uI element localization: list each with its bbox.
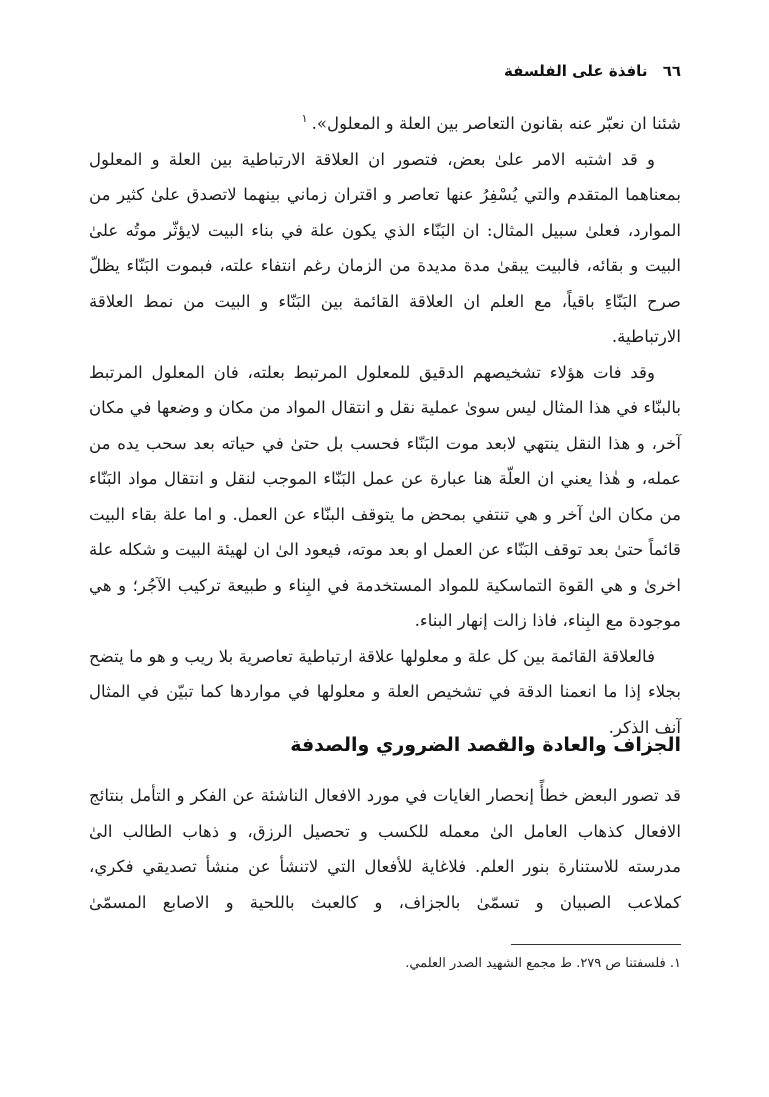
book-title: نافذة على الفلسفة — [504, 62, 648, 80]
paragraph: قد تصور البعض خطأً إنحصار الغايات في مورد الافعال الناشئة عن الفكر و التأمل بنتائج الافعال كذهاب العامل الىٰ معمله للكسب و تحصيل الرزق، و ذهاب الطالب الىٰ مدرسته للاستنارة بنور العلم. فلاغاية للأفعال التي لاتنشأ عن منشأ تصديقي فكري، كملاعب الصبيان و تسمّىٰ بالجزاف، و كالعبث باللحية و الاصابع المسمّىٰ — [89, 786, 681, 912]
footnote-divider — [511, 944, 681, 945]
section-text — [89, 778, 681, 920]
main-text — [89, 106, 681, 745]
running-header — [504, 62, 681, 80]
paragraph-text: شئنا ان نعبّر عنه بقانون التعاصر بين العلة و المعلول». — [311, 114, 681, 133]
paragraph: و قد اشتبه الامر علىٰ بعض، فتصور ان العلاقة الارتباطية بين العلة و المعلول بمعناهما المتقدم والتي يُسْفِرُ عنها تعاصر و اقتران زماني بينهما لاتصدق علىٰ كثير من الموارد، فعلىٰ سبيل المثال: ان البَنّاء الذي يكون علة في بناء البيت لايؤثّر موتُه علىٰ البيت و بقائه، فالبيت يبقىٰ مدة مديدة من الزمان رغم انتفاء علته، فبموت البَنّاء يظلّ صرح البَنّاءِ باقياً، مع العلم ان العلاقة القائمة بين البَنّاء و البيت من نمط العلاقة الارتباطية. — [89, 149, 681, 346]
page-number: ٦٦ — [662, 62, 681, 80]
footnote-reference[interactable]: ١ — [301, 112, 308, 126]
footnote: ١. فلسفتنا ص ٢٧٩. ط مجمع الشهيد الصدر العلمي. — [405, 956, 681, 971]
section-heading: الجزاف والعادة والقصد الضروري والصدفة — [290, 734, 681, 756]
paragraph: فالعلاقة القائمة بين كل علة و معلولها علاقة ارتباطية تعاصرية بلا ريب و هو ما يتضح بجلاء إذا ما انعمنا الدقة في تشخيص العلة و معلولها في مواردها كما تبيّن في المثال آنف الذكر. — [89, 646, 681, 737]
paragraph-continuation — [89, 106, 681, 142]
paragraph: وقد فات هؤلاء تشخيصهم الدقيق للمعلول المرتبط بعلته، فان المعلول المرتبط بالبنّاء في هذا المثال ليس سوىٰ عملية نقل و انتقال المواد من مكان و وضعها في مكان آخر، و هذا النقل ينتهي لابعد موت البَنّاء فحسب بل حتىٰ في حياته بعد سحب يده من عمله، و هٰذا يعني ان العلّة هنا عبارة عن عمل البَنّاء الموجب لنقل و انتقال مواد البَنّاء من مكان الىٰ آخر و هي تنتفي بمحض ما يتوقف البنّاء عن العمل. و اما علة بقاء البيت قائماً حتىٰ بعد توقف البَنّاء عن العمل او بعد موته، فيعود الىٰ ان لهيئة البيت و شكله علة اخرىٰ و هي القوة التماسكية للمواد المستخدمة في البِناء و طبيعة تركيب الآجُر؛ و هي موجودة مع البِناء، فاذا زالت إنهار البناء. — [89, 362, 681, 630]
